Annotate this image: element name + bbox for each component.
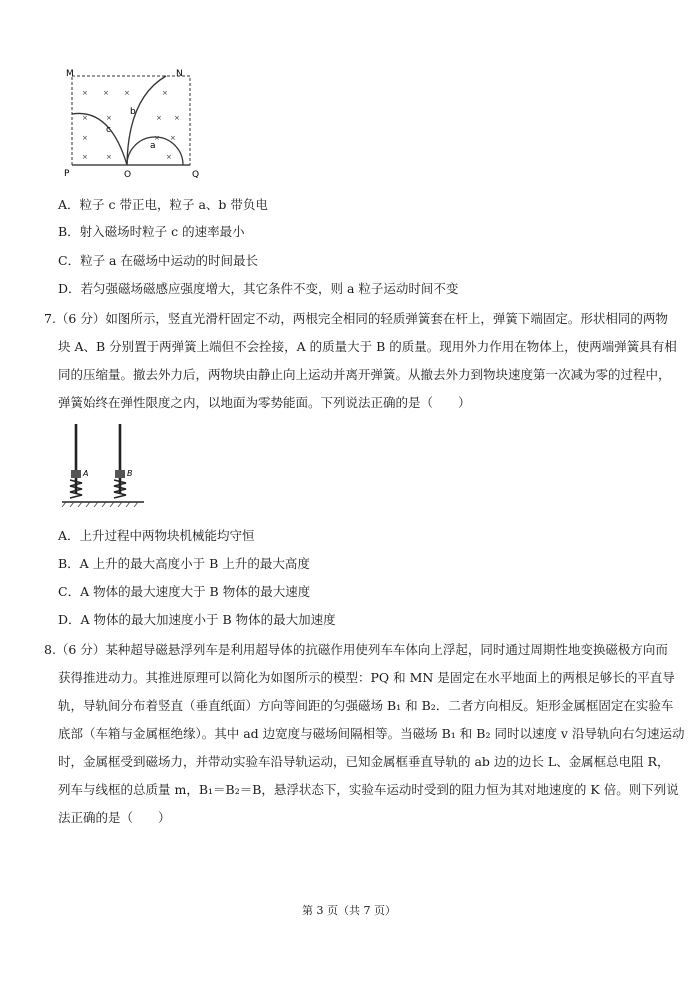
- svg-text:×: ×: [124, 89, 130, 97]
- svg-text:×: ×: [170, 134, 176, 142]
- spring-rods-figure: [62, 418, 152, 510]
- label-N: N: [176, 69, 183, 79]
- svg-text:×: ×: [106, 153, 112, 161]
- svg-text:×: ×: [154, 134, 160, 142]
- q7-stem-line-1: 7.（6 分）如图所示，竖直光滑杆固定不动，两根完全相同的轻质弹簧套在杆上，弹簧下端固定。形状相同的两物: [44, 311, 668, 326]
- svg-text:×: ×: [166, 153, 172, 161]
- rod-A: [70, 424, 88, 498]
- label-O: O: [124, 170, 132, 180]
- svg-text:×: ×: [106, 114, 112, 122]
- q7-option-d: D．A 物体的最大加速度小于 B 物体的最大加速度: [58, 612, 336, 627]
- label-A: A: [83, 469, 89, 478]
- q8-stem-line-2: 获得推进动力。其推进原理可以简化为如图所示的模型：PQ 和 MN 是固定在水平地面上的两根足够长的平直导: [58, 670, 675, 685]
- page-footer: 第 3 页（共 7 页）: [302, 904, 396, 917]
- q6-option-a: A．粒子 c 带正电，粒子 a、b 带负电: [58, 197, 268, 212]
- q8-stem-line-3: 轨，导轨间分布着竖直（垂直纸面）方向等间距的匀强磁场 B₁ 和 B₂．二者方向相反。矩形金属框固定在实验车: [58, 698, 674, 713]
- label-M: M: [66, 69, 74, 79]
- q7-stem-line-2: 块 A、B 分别置于两弹簧上端但不会拴接，A 的质量大于 B 的质量。现用外力作用在物体上，使两端弹簧具有相: [58, 339, 677, 354]
- q7-option-a: A．上升过程中两物块机械能均守恒: [58, 528, 255, 543]
- label-Q: Q: [192, 170, 200, 180]
- q8-stem-line-6: 列车与线框的总质量 m，B₁＝B₂＝B，悬浮状态下，实验车运动时受到的阻力恒为其对地速度的 K 倍。则下列说: [58, 782, 679, 797]
- q8-stem-line-4: 底部（车箱与金属框绝缘）。其中 ad 边宽度与磁场间隔相等。当磁场 B₁ 和 B₂ 同时以速度 v 沿导轨向右匀速运动: [58, 726, 685, 741]
- q7-stem-line-4: 弹簧始终在弹性限度之内，以地面为零势能面。下列说法正确的是（ ）: [58, 395, 471, 410]
- ground-hatch: [62, 502, 138, 507]
- label-P: P: [64, 169, 70, 179]
- trajectory-c: [72, 113, 127, 165]
- magnetic-field-figure: [62, 68, 202, 180]
- q8-stem-line-1: 8.（6 分）某种超导磁悬浮列车是利用超导体的抗磁作用使列车车体向上浮起，同时通过周期性地变换磁极方向而: [44, 642, 668, 657]
- q7-option-b: B．A 上升的最大高度小于 B 上升的最大高度: [58, 556, 310, 571]
- q6-option-c: C．粒子 a 在磁场中运动的时间最长: [58, 253, 258, 268]
- label-a: a: [150, 141, 156, 151]
- svg-text:×: ×: [82, 114, 88, 122]
- q8-stem-line-7: 法正确的是（ ）: [58, 810, 171, 825]
- block-A: [71, 470, 81, 478]
- svg-text:×: ×: [82, 134, 88, 142]
- label-B: B: [127, 469, 133, 478]
- rod-B: [114, 424, 133, 498]
- label-b: b: [130, 107, 136, 117]
- q8-stem-line-5: 时，金属框受到磁场力，并带动实验车沿导轨运动，已知金属框垂直导轨的 ab 边的边长 L、金属框总电阻 R，: [58, 754, 670, 769]
- q6-option-d: D．若匀强磁场磁感应强度增大，其它条件不变，则 a 粒子运动时间不变: [58, 281, 459, 296]
- svg-text:×: ×: [82, 153, 88, 161]
- svg-text:×: ×: [174, 114, 180, 122]
- svg-text:×: ×: [82, 89, 88, 97]
- block-B: [115, 470, 125, 478]
- q6-option-b: B．射入磁场时粒子 c 的速率最小: [58, 224, 245, 239]
- q7-option-c: C．A 物体的最大速度大于 B 物体的最大速度: [58, 584, 311, 599]
- svg-text:×: ×: [156, 114, 162, 122]
- svg-text:×: ×: [103, 89, 109, 97]
- q7-stem-line-3: 同的压缩量。撤去外力后，两物块由静止向上运动并离开弹簧。从撤去外力到物块速度第一次减为零的过程中，: [58, 367, 671, 382]
- label-c: c: [106, 125, 111, 135]
- svg-text:×: ×: [162, 89, 168, 97]
